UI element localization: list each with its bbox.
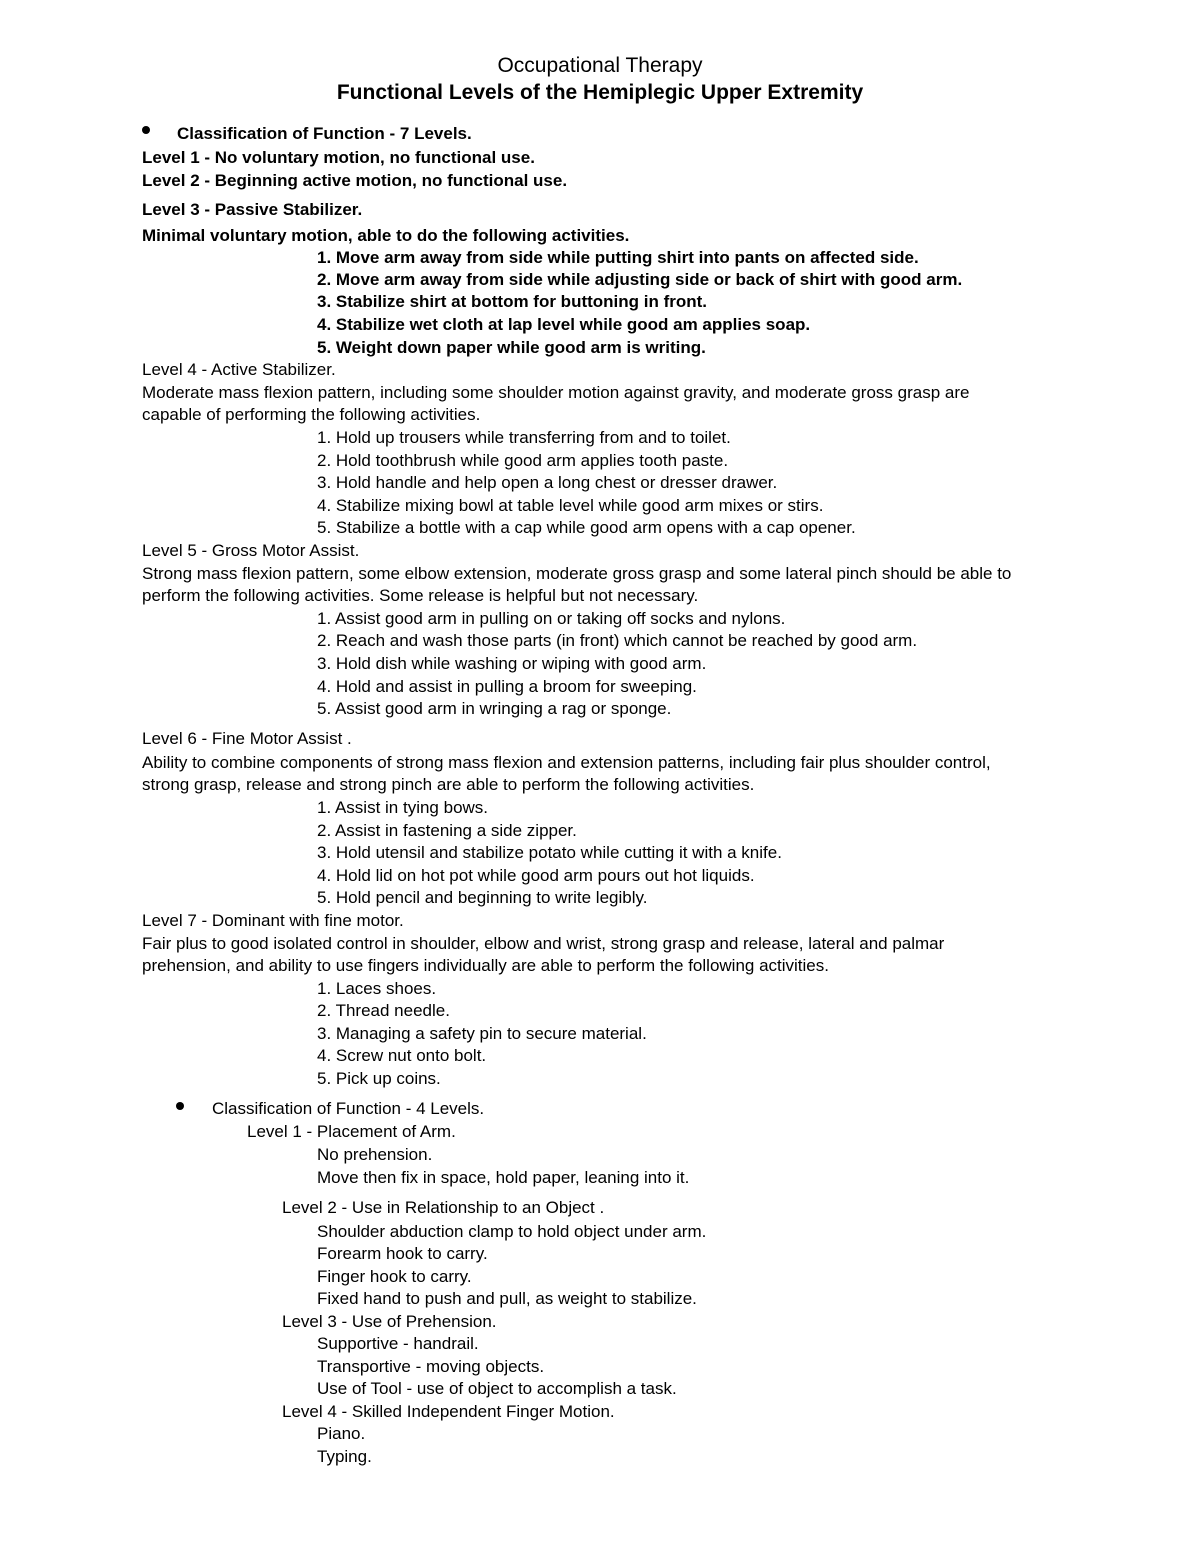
list-item: Piano. (317, 1424, 366, 1443)
level3-label: Level 3 - Passive Stabilizer. (142, 200, 363, 219)
level4-desc-line1: Moderate mass flexion pattern, including some shoulder motion against gravity, and moderate gross grasp are (142, 383, 970, 402)
level4-label: Level 4 - Skilled Independent Finger Motion. (282, 1402, 615, 1421)
list-item: 5. Hold pencil and beginning to write legibly. (317, 888, 648, 907)
list-item: 4. Screw nut onto bolt. (317, 1046, 487, 1065)
bullet-icon (142, 126, 150, 134)
doc-subtitle: Functional Levels of the Hemiplegic Upper Extremity (336, 81, 864, 104)
section-heading-7-levels: Classification of Function - 7 Levels. (177, 124, 472, 143)
list-item: 1. Move arm away from side while putting shirt into pants on affected side. (317, 248, 919, 267)
level5-label: Level 5 - Gross Motor Assist. (142, 541, 360, 560)
list-item: 5. Stabilize a bottle with a cap while good arm opens with a cap opener. (317, 518, 856, 537)
bullet-icon (176, 1102, 184, 1110)
level3-desc: Minimal voluntary motion, able to do the following activities. (142, 226, 630, 245)
level4-desc-line2: capable of performing the following activities. (142, 405, 481, 424)
list-item: 5. Weight down paper while good arm is writing. (317, 338, 706, 357)
list-item: 1. Assist good arm in pulling on or taking off socks and nylons. (317, 609, 786, 628)
list-item: No prehension. (317, 1145, 433, 1164)
level6-label: Level 6 - Fine Motor Assist . (142, 729, 352, 748)
level5-desc-line2: perform the following activities. Some release is helpful but not necessary. (142, 586, 699, 605)
list-item: 4. Stabilize mixing bowl at table level while good arm mixes or stirs. (317, 496, 824, 515)
list-item: Use of Tool - use of object to accomplish a task. (317, 1379, 677, 1398)
level6-desc-line2: strong grasp, release and strong pinch are able to perform the following activities. (142, 775, 755, 794)
list-item: 2. Hold toothbrush while good arm applies tooth paste. (317, 451, 729, 470)
list-item: 3. Managing a safety pin to secure material. (317, 1024, 647, 1043)
list-item: 5. Assist good arm in wringing a rag or sponge. (317, 699, 672, 718)
list-item: 1. Laces shoes. (317, 979, 437, 998)
list-item: Finger hook to carry. (317, 1267, 472, 1286)
doc-title: Occupational Therapy (497, 54, 703, 77)
list-item: 2. Reach and wash those parts (in front) which cannot be reached by good arm. (317, 631, 918, 650)
level7-label: Level 7 - Dominant with fine motor. (142, 911, 404, 930)
list-item: 4. Stabilize wet cloth at lap level while good am applies soap. (317, 315, 811, 334)
list-item: 4. Hold lid on hot pot while good arm pours out hot liquids. (317, 866, 755, 885)
list-item: 3. Hold utensil and stabilize potato while cutting it with a knife. (317, 843, 782, 862)
list-item: Supportive - handrail. (317, 1334, 479, 1353)
level2-label: Level 2 - Beginning active motion, no functional use. (142, 171, 568, 190)
list-item: 3. Hold dish while washing or wiping with good arm. (317, 654, 707, 673)
list-item: Transportive - moving objects. (317, 1357, 545, 1376)
level4-label: Level 4 - Active Stabilizer. (142, 360, 336, 379)
list-item: 2. Assist in fastening a side zipper. (317, 821, 577, 840)
list-item: 3. Stabilize shirt at bottom for buttoning in front. (317, 292, 708, 311)
level7-desc-line2: prehension, and ability to use fingers individually are able to perform the following activities. (142, 956, 829, 975)
level1-label: Level 1 - No voluntary motion, no functional use. (142, 148, 535, 167)
level2-label: Level 2 - Use in Relationship to an Object . (282, 1198, 605, 1217)
list-item: Move then fix in space, hold paper, leaning into it. (317, 1168, 690, 1187)
list-item: Typing. (317, 1447, 372, 1466)
section-heading-4-levels: Classification of Function - 4 Levels. (212, 1099, 485, 1118)
list-item: Shoulder abduction clamp to hold object under arm. (317, 1222, 707, 1241)
list-item: 5. Pick up coins. (317, 1069, 441, 1088)
list-item: 4. Hold and assist in pulling a broom for sweeping. (317, 677, 697, 696)
level7-desc-line1: Fair plus to good isolated control in shoulder, elbow and wrist, strong grasp and release, lateral and palmar (142, 934, 945, 953)
list-item: 2. Thread needle. (317, 1001, 450, 1020)
level6-desc-line1: Ability to combine components of strong mass flexion and extension patterns, including fair plus shoulder control, (142, 753, 991, 772)
list-item: Forearm hook to carry. (317, 1244, 488, 1263)
list-item: 2. Move arm away from side while adjusting side or back of shirt with good arm. (317, 270, 963, 289)
level5-desc-line1: Strong mass flexion pattern, some elbow extension, moderate gross grasp and some lateral pinch should be able to (142, 564, 1012, 583)
level3-label: Level 3 - Use of Prehension. (282, 1312, 497, 1331)
list-item: 3. Hold handle and help open a long chest or dresser drawer. (317, 473, 778, 492)
list-item: 1. Hold up trousers while transferring from and to toilet. (317, 428, 731, 447)
list-item: Fixed hand to push and pull, as weight to stabilize. (317, 1289, 697, 1308)
list-item: 1. Assist in tying bows. (317, 798, 489, 817)
level1-label: Level 1 - Placement of Arm. (247, 1122, 456, 1141)
